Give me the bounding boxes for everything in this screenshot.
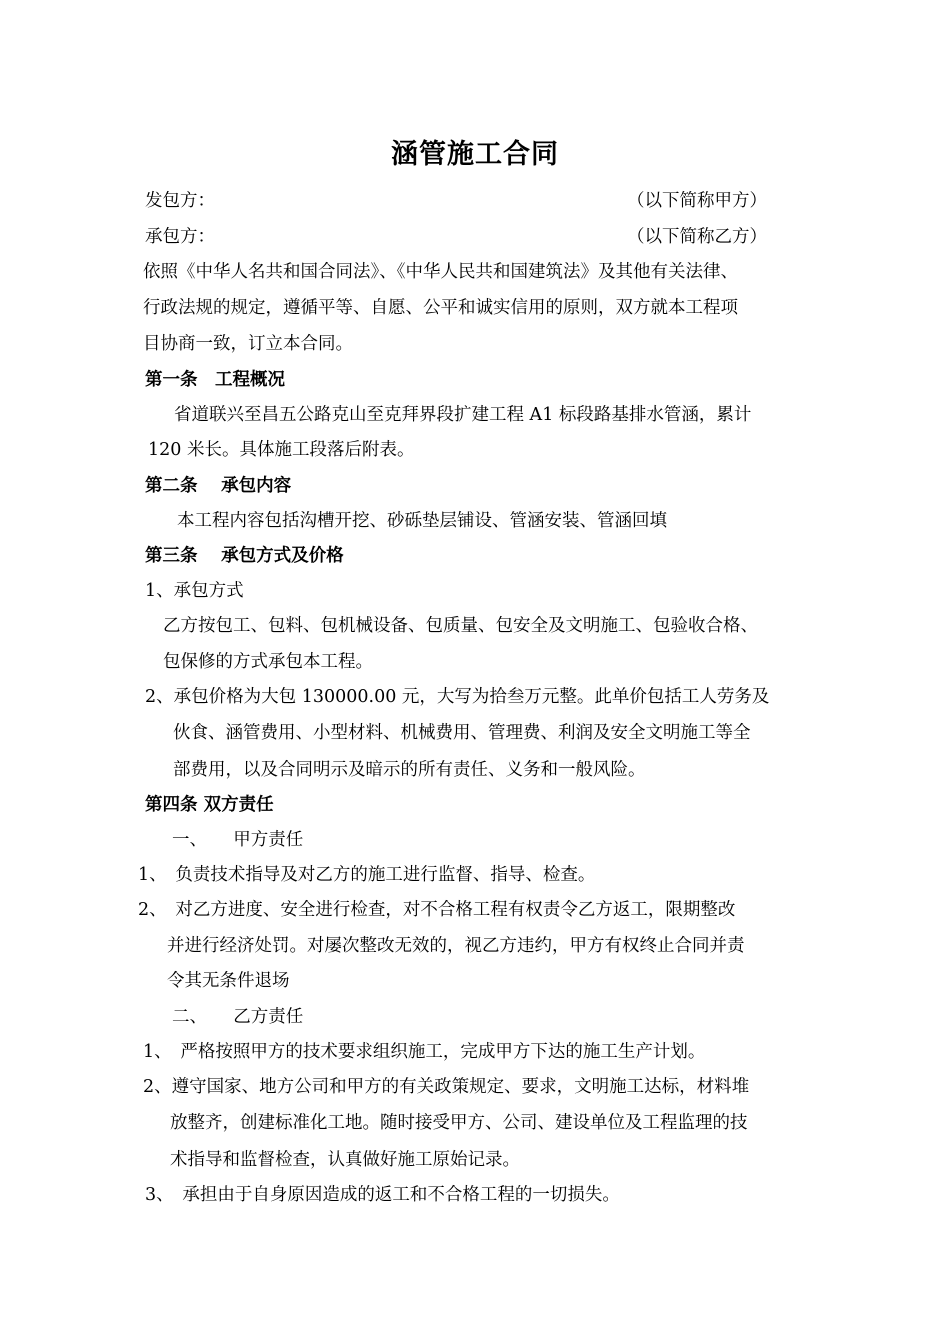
contractor-duty-item: 术指导和监督检查，认真做好施工原始记录。 [170, 1150, 520, 1170]
article3-item2-line: 2、承包价格为大包 130000.00 元，大写为拾叁万元整。此单价包括工人劳务及 [145, 687, 770, 707]
employer-duty-item: 并进行经济处罚。对屡次整改无效的，视乙方违约，甲方有权终止合同并责 [167, 936, 745, 956]
preamble-line: 目协商一致，订立本合同。 [143, 334, 353, 354]
contractor-note: （以下简称乙方） [627, 227, 767, 247]
preamble-line: 依照《中华人名共和国合同法》、《中华人民共和国建筑法》及其他有关法律、 [143, 262, 738, 282]
article3-item1-line: 乙方按包工、包料、包机械设备、包质量、包安全及文明施工、包验收合格、 [163, 616, 758, 636]
employer-duty-item: 2、 对乙方进度、安全进行检查，对不合格工程有权责令乙方返工，限期整改 [138, 900, 736, 920]
article3-heading: 第三条 承包方式及价格 [145, 546, 344, 566]
article1-line: 120 米长。具体施工段落后附表。 [148, 440, 415, 460]
document-title: 涵管施工合同 [391, 139, 559, 170]
article1-line: 省道联兴至昌五公路克山至克拜界段扩建工程 A1 标段路基排水管涵，累计 [174, 405, 752, 425]
article2-heading: 第二条 承包内容 [145, 476, 292, 496]
article3-item1-line: 包保修的方式承包本工程。 [163, 652, 373, 672]
article3-item1-title: 1、承包方式 [145, 581, 244, 601]
article3-item2-line: 部费用，以及合同明示及暗示的所有责任、义务和一般风险。 [173, 760, 646, 780]
contractor-duty-item: 2、遵守国家、地方公司和甲方的有关政策规定、要求，文明施工达标，材料堆 [143, 1077, 750, 1097]
contractor-duty-item: 放整齐，创建标准化工地。随时接受甲方、公司、建设单位及工程监理的技 [170, 1113, 748, 1133]
employer-duty-heading: 一、 甲方责任 [172, 830, 304, 850]
article2-line: 本工程内容包括沟槽开挖、砂砾垫层铺设、管涵安装、管涵回填 [177, 511, 667, 531]
employer-note: （以下简称甲方） [627, 191, 767, 211]
preamble-line: 行政法规的规定，遵循平等、自愿、公平和诚实信用的原则，双方就本工程项 [143, 298, 738, 318]
contractor-duty-heading: 二、 乙方责任 [172, 1007, 304, 1027]
contractor-duty-item: 1、 严格按照甲方的技术要求组织施工，完成甲方下达的施工生产计划。 [143, 1042, 706, 1062]
employer-label: 发包方： [145, 191, 215, 211]
article4-heading: 第四条 双方责任 [145, 795, 274, 815]
employer-duty-item: 令其无条件退场 [167, 971, 290, 991]
employer-duty-item: 1、 负责技术指导及对乙方的施工进行监督、指导、检查。 [138, 865, 596, 885]
article1-heading: 第一条 工程概况 [145, 370, 285, 390]
contractor-duty-item: 3、 承担由于自身原因造成的返工和不合格工程的一切损失。 [145, 1185, 620, 1205]
contractor-label: 承包方： [145, 227, 215, 247]
article3-item2-line: 伙食、涵管费用、小型材料、机械费用、管理费、利润及安全文明施工等全 [173, 723, 751, 743]
